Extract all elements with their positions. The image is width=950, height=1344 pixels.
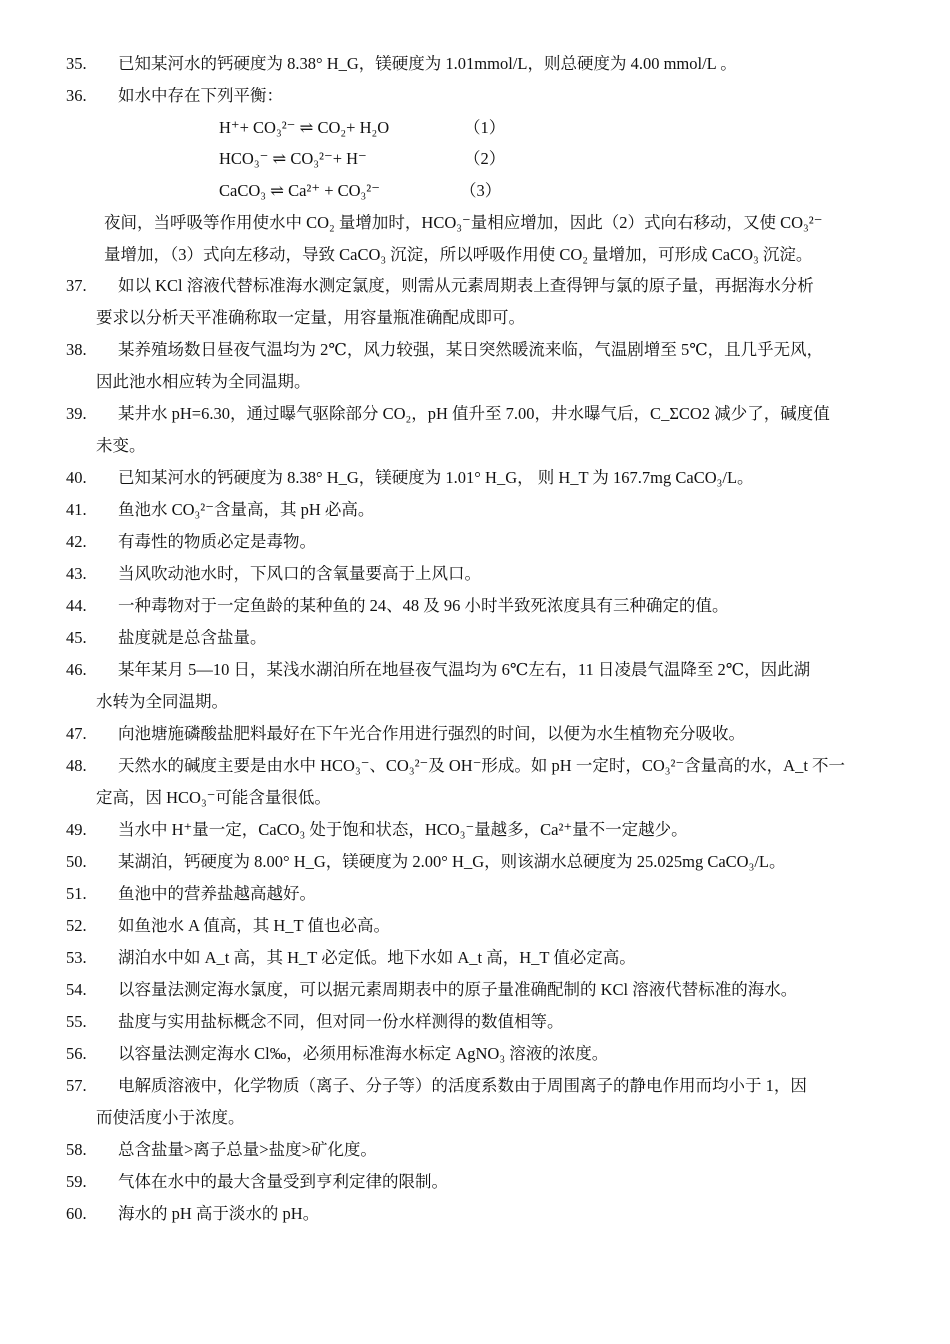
question-number: 51. [66,884,87,903]
question-53 [66,942,921,974]
explanation-line: 夜间，当呼吸等作用使水中 CO₂ 量增加时，HCO₃⁻量相应增加，因此（2）式向右移动，又使 CO₃²⁻ [104,213,823,232]
question-number: 45. [66,628,87,647]
question-52 [66,910,921,942]
question-text: 某养殖场数日昼夜气温均为 2℃，风力较强，某日突然暖流来临，气温剧增至 5℃，且几乎无风， [118,340,824,359]
question-text-continued: 水转为全同温期。 [96,691,228,711]
equilibrium-equation-1: H⁺+ CO₃²⁻ ⇌ CO₂+ H₂O [219,118,390,137]
question-text: 如以 KCl 溶液代替标准海水测定氯度，则需从元素周期表上查得钾与氯的原子量，再据海水分析 [118,276,814,295]
question-number: 54. [66,980,87,999]
question-text: 有毒性的物质必定是毒物。 [118,532,316,551]
question-49 [66,814,921,846]
question-text: 气体在水中的最大含量受到亨利定律的限制。 [118,1172,448,1191]
question-text-continued: 因此池水相应转为全同温期。 [96,371,311,391]
question-text: 电解质溶液中，化学物质（离子、分子等）的活度系数由于周围离子的静电作用而均小于 1，因 [118,1076,807,1095]
question-text: 已知某河水的钙硬度为 8.38° H_G，镁硬度为 1.01° H_G， 则 H_T 为 167.7mg CaCO₃/L。 [118,468,754,487]
explanation-line: 量增加，（3）式向左移动，导致 CaCO₃ 沉淀，所以呼吸作用使 CO₂ 量增加，可形成 CaCO₃ 沉淀。 [104,244,813,264]
question-text: 以容量法测定海水氯度，可以据元素周期表中的原子量准确配制的 KCl 溶液代替标准的海水。 [118,980,798,999]
question-number: 42. [66,532,87,551]
question-text-continued: 要求以分析天平准确称取一定量，用容量瓶准确配成即可。 [96,307,525,327]
question-text: 某井水 pH=6.30，通过曝气驱除部分 CO₂，pH 值升至 7.00，井水曝气后，C_ΣCO2 减少了，碱度值 [118,404,830,423]
question-42 [66,526,921,558]
equilibrium-equation-2: HCO₃⁻ ⇌ CO₃²⁻+ H⁻ [219,149,367,168]
question-text: 如鱼池水 A 值高，其 H_T 值也必高。 [118,916,390,935]
question-text: 某年某月 5—10 日，某浅水湖泊所在地昼夜气温均为 6℃左右，11 日凌晨气温降至 2℃，因此湖 [118,660,811,679]
question-number: 44. [66,596,87,615]
question-36 [66,80,921,112]
question-number: 47. [66,724,87,743]
question-number: 50. [66,852,87,871]
equation-tag-2: （2） [464,149,506,168]
question-55 [66,1006,921,1038]
question-41 [66,494,921,526]
question-text: 总含盐量>离子总量>盐度>矿化度。 [118,1140,377,1159]
question-40 [66,462,921,494]
question-46 [66,654,921,717]
question-number: 38. [66,340,87,359]
question-45 [66,622,921,654]
question-text: 当风吹动池水时，下风口的含氧量要高于上风口。 [118,564,481,583]
question-number: 39. [66,404,87,423]
question-44 [66,590,921,622]
question-text: 海水的 pH 高于淡水的 pH。 [118,1204,320,1223]
question-text: 盐度与实用盐标概念不同，但对同一份水样测得的数值相等。 [118,1012,564,1031]
equation-tag-1: （1） [464,118,506,137]
question-51 [66,878,921,910]
question-58 [66,1134,921,1166]
question-35 [66,48,921,80]
question-text: 向池塘施磷酸盐肥料最好在下午光合作用进行强烈的时间，以便为水生植物充分吸收。 [118,724,745,743]
question-number: 48. [66,756,87,775]
question-number: 56. [66,1044,87,1063]
question-text: 当水中 H⁺量一定，CaCO₃ 处于饱和状态，HCO₃⁻量越多，Ca²⁺量不一定越少。 [118,820,688,839]
question-57 [66,1070,921,1133]
question-59 [66,1166,921,1198]
question-number: 52. [66,916,87,935]
question-number: 58. [66,1140,87,1159]
question-48 [66,750,921,813]
question-38 [66,334,921,397]
question-text: 湖泊水中如 A_t 高，其 H_T 必定低。地下水如 A_t 高，H_T 值必定高。 [118,948,636,967]
question-47 [66,718,921,750]
question-text-continued: 而使活度小于浓度。 [96,1107,245,1127]
equation-tag-3: （3） [460,181,502,200]
question-number: 49. [66,820,87,839]
explanation-paragraph [104,207,924,270]
question-number: 57. [66,1076,87,1095]
question-39 [66,398,921,461]
equilibrium-equation-3: CaCO₃ ⇌ Ca²⁺ + CO₃²⁻ [219,181,380,200]
question-text-continued: 定高，因 HCO₃⁻可能含量很低。 [96,787,331,807]
question-text: 如水中存在下列平衡： [118,86,283,105]
question-60 [66,1198,921,1230]
question-text: 已知某河水的钙硬度为 8.38° H_G，镁硬度为 1.01mmol/L，则总硬度为 4.00 mmol/L 。 [118,54,737,73]
question-number: 40. [66,468,87,487]
question-number: 36. [66,86,87,105]
question-number: 53. [66,948,87,967]
question-number: 55. [66,1012,87,1031]
question-text: 鱼池水 CO₃²⁻含量高，其 pH 必高。 [118,500,375,519]
question-56 [66,1038,921,1070]
question-text: 鱼池中的营养盐越高越好。 [118,884,316,903]
question-number: 41. [66,500,87,519]
question-number: 60. [66,1204,87,1223]
question-text: 一种毒物对于一定鱼龄的某种鱼的 24、48 及 96 小时半致死浓度具有三种确定的值。 [118,596,729,615]
question-number: 35. [66,54,87,73]
question-text: 以容量法测定海水 Cl‰，必须用标准海水标定 AgNO₃ 溶液的浓度。 [118,1044,609,1063]
question-number: 43. [66,564,87,583]
question-text: 盐度就是总含盐量。 [118,628,267,647]
question-number: 37. [66,276,87,295]
question-text: 某湖泊，钙硬度为 8.00° H_G，镁硬度为 2.00° H_G，则该湖水总硬度为 25.025mg CaCO₃/L。 [118,852,786,871]
question-text: 天然水的碱度主要是由水中 HCO₃⁻、CO₃²⁻及 OH⁻形成。如 pH 一定时，CO₃²⁻含量高的水，A_t 不一 [118,756,846,775]
question-54 [66,974,921,1006]
question-text-continued: 未变。 [96,435,146,455]
question-43 [66,558,921,590]
question-number: 59. [66,1172,87,1191]
question-50 [66,846,921,878]
question-37 [66,270,921,333]
question-number: 46. [66,660,87,679]
